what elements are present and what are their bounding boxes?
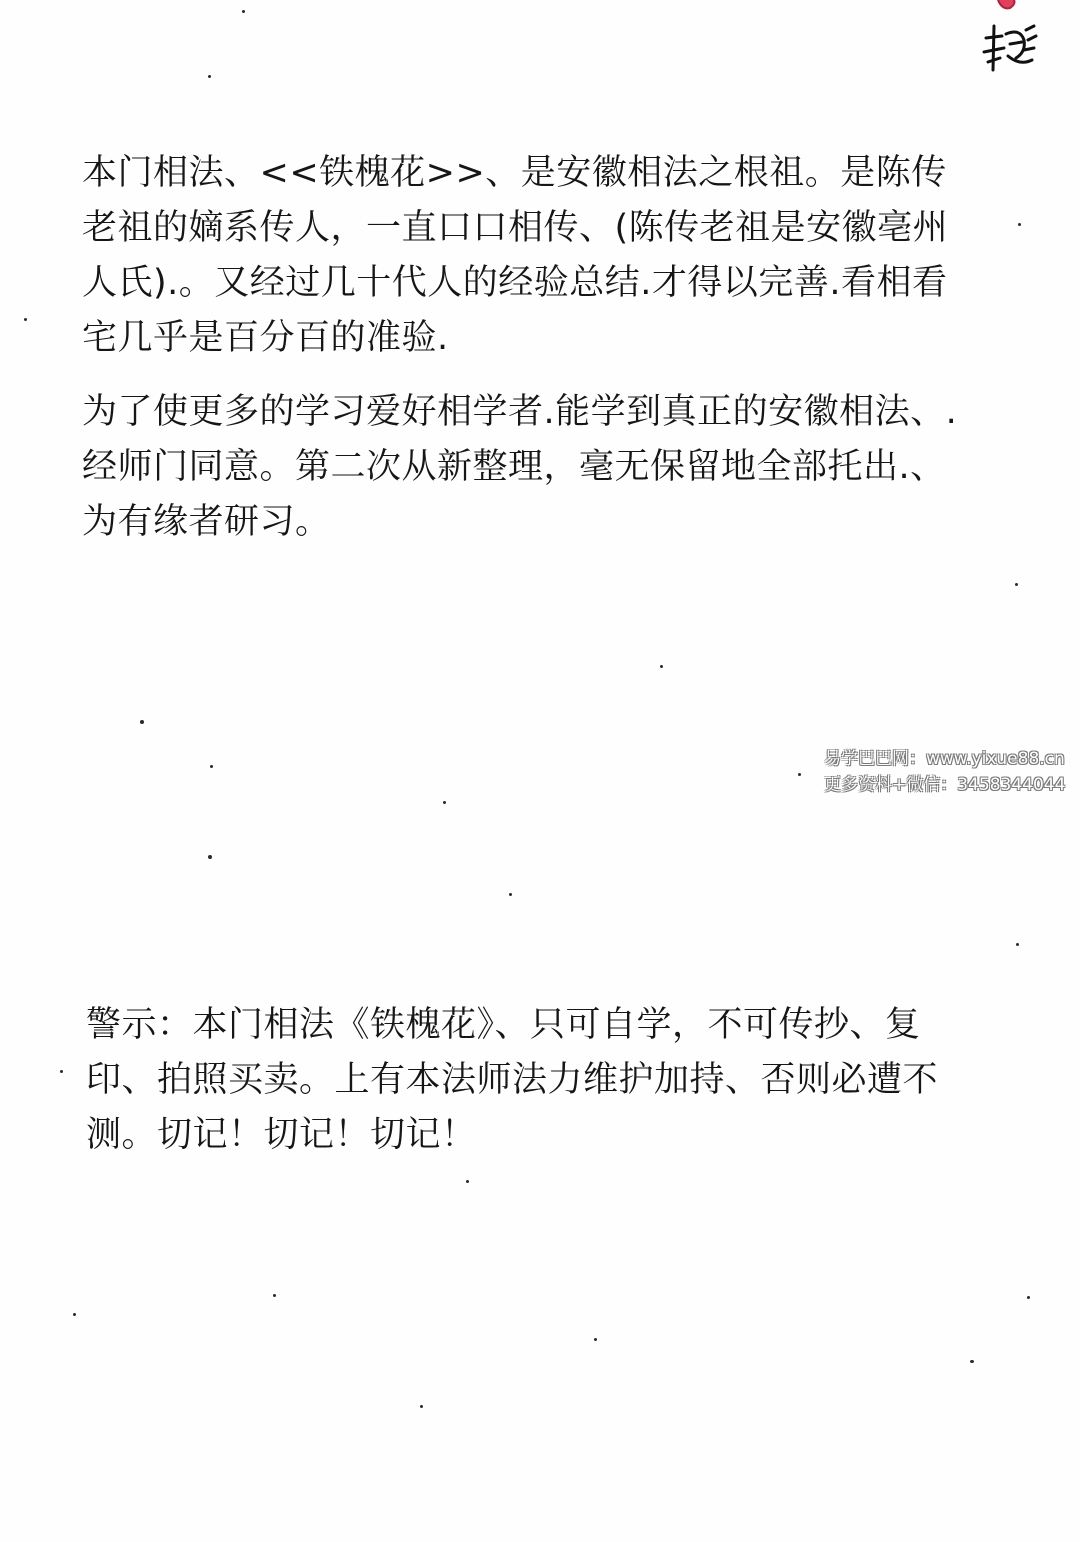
watermark-line: 更多资料+微信：3458344044 bbox=[824, 775, 1066, 795]
text-line: 宅几乎是百分百的准验. bbox=[82, 318, 449, 358]
signature-icon bbox=[980, 0, 1040, 80]
intro-paragraph bbox=[82, 146, 949, 366]
scan-speck bbox=[509, 893, 512, 896]
text-line: 印、拍照买卖。上有本法师法力维护加持、否则必遭不 bbox=[86, 1060, 939, 1100]
text-line: 经师门同意。第二次从新整理，毫无保留地全部托出.、 bbox=[82, 447, 946, 487]
scan-speck bbox=[1027, 1296, 1030, 1299]
watermark bbox=[824, 746, 1065, 798]
purpose-paragraph bbox=[82, 385, 958, 550]
scan-speck bbox=[1015, 583, 1018, 586]
scan-speck bbox=[140, 720, 144, 724]
scan-speck bbox=[242, 10, 245, 13]
scan-speck bbox=[1018, 223, 1021, 226]
scan-speck bbox=[798, 773, 801, 776]
text-line: 老祖的嫡系传人，一直口口相传、(陈传老祖是安徽亳州 bbox=[82, 208, 949, 248]
scan-speck bbox=[24, 318, 27, 321]
scan-speck bbox=[208, 855, 212, 859]
scan-speck bbox=[420, 1405, 423, 1408]
text-line: 测。切记！切记！切记！ bbox=[86, 1115, 477, 1155]
text-line: 为有缘者研习。 bbox=[82, 502, 331, 542]
scan-speck bbox=[660, 665, 663, 668]
scan-speck bbox=[210, 765, 213, 768]
watermark-line: 易学巴巴网：www.yixue88.cn bbox=[824, 749, 1065, 769]
scan-speck bbox=[60, 1070, 63, 1073]
warning-paragraph bbox=[86, 998, 946, 1163]
scan-speck bbox=[1016, 943, 1019, 946]
handwritten-signature bbox=[980, 0, 1040, 80]
scan-speck bbox=[273, 1294, 276, 1297]
scan-speck bbox=[970, 1360, 974, 1363]
text-line: 人氏).。又经过几十代人的经验总结.才得以完善.看相看 bbox=[82, 263, 948, 303]
scan-speck bbox=[73, 1313, 76, 1316]
scan-speck bbox=[208, 75, 211, 78]
scan-speck bbox=[594, 1338, 597, 1341]
text-line: 为了使更多的学习爱好相学者.能学到真正的安徽相法、. bbox=[82, 392, 958, 432]
text-line: 警示：本门相法《铁槐花》、只可自学，不可传抄、复 bbox=[86, 1005, 921, 1045]
scan-speck bbox=[443, 801, 446, 804]
scan-speck bbox=[466, 1180, 469, 1183]
text-line: 本门相法、<<铁槐花>>、是安徽相法之根祖。是陈传 bbox=[82, 153, 947, 193]
